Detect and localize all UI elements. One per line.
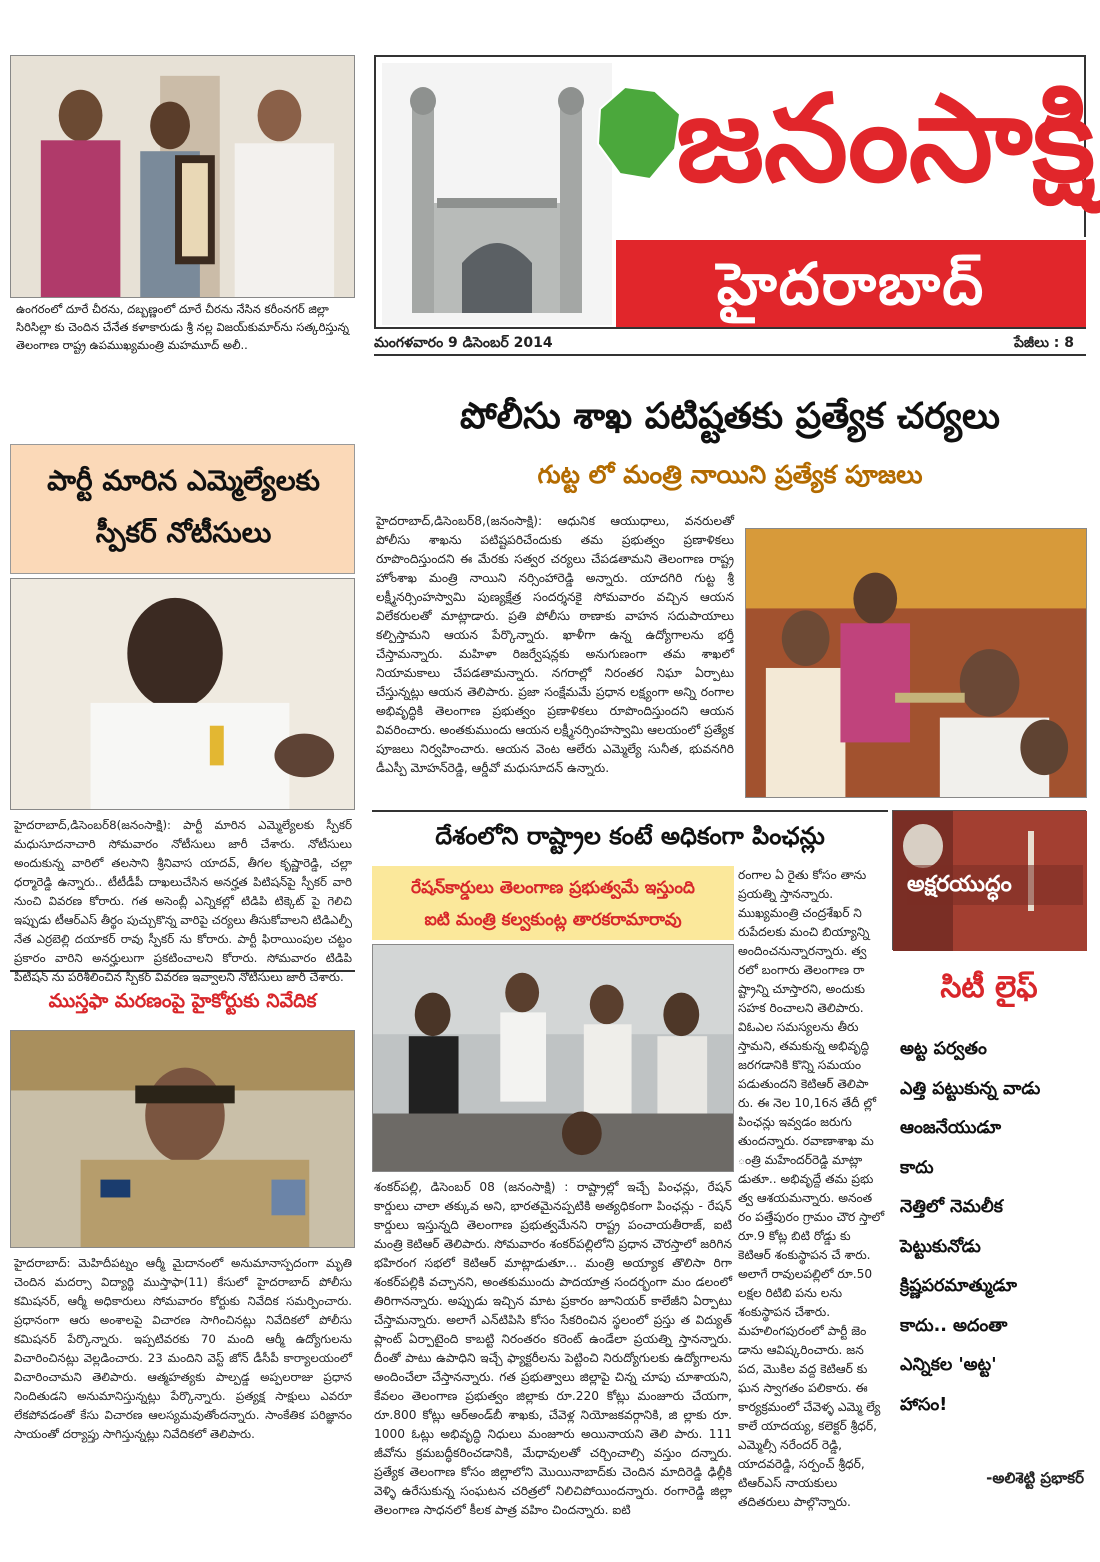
police-headline: పోలీసు శాఖ పటిష్టతకు ప్రత్యేక చర్యలు xyxy=(459,396,1001,437)
police-body: హైదరాబాద్,డిసెంబర్8,(జనంసాక్షి): ఆధునిక ఆయుధాలు, వనరులతో పోలీసు శాఖను పటిష్టపరిచేందుకు తమ ప్రభుత్వం ప్రణాళికలు రూపొందిస్తుందని ఈ మేరకు సత్వర చర్యలు చేపడతామని తెలంగాణ రాష్ట్ర హోంశాఖ మంత్రి నాయిని నర్సింహారెడ్డి అన్నారు. యాదగిరి గుట్ట శ్రీ లక్ష్మీనర్సింహస్వామి పుణ్యక్షేత్ర సందర్శనకై సోమవారం వచ్చిన ఆయన విలేకరులతో మాట్లాడారు. ప్రతి పోలీసు ఠాణాకు వాహన సదుపాయాలు కల్పిస్తామని ఆయన పేర్కొన్నారు. ఖాళీగా ఉన్న ఉద్యోగాలను భర్తీ చేస్తామన్నారు. మహిళా రిజర్వేషన్లకు అనుగుణంగా తమ శాఖలో నియామకాలు చేపడతామన్నారు. నగరాల్లో నిరంతర నిఘా ఏర్పాటు చేస్తున్నట్లు ఆయన తెలిపారు. ప్రజా సంక్షేమమే ప్రధాన లక్ష్యంగా అన్ని రంగాల అభివృద్ధికి తెలంగాణ ప్రభుత్వం ప్రణాళికలు రూపొందిస్తుందని ఆయన వివరించారు. అంతకుముందు ఆయన లక్ష్మీనర్సింహస్వామి ఆలయంలో ప్రత్యేక పూజలు నిర్వహించారు. ఆయన వెంట ఆలేరు ఎమ్మెల్యే సునీత, భువనగిరి డీఎస్పీ మోహన్‌రెడ్డి, ఆర్డీవో మధుసూదన్ ఉన్నారు. xyxy=(376,514,734,775)
speaker-headline: పార్టీ మారిన ఎమ్మెల్యేలకు స్పీకర్ నోటీసులు xyxy=(47,464,320,549)
pension-kicker-2: ఐటి మంత్రి కల్వకుంట్ల తారకరామారావు xyxy=(424,910,682,930)
pension-headline: దేశంలోని రాష్ట్రాల కంటే అధికంగా పింఛన్లు xyxy=(372,810,888,858)
column-author: -అలిశెట్టి ప్రభాకర్ xyxy=(986,1469,1084,1487)
page-count: పేజీలు : 8 xyxy=(1013,335,1074,351)
poem-line: పెట్టుకునోడు xyxy=(900,1236,981,1257)
column-title: సిటీ లైఫ్ xyxy=(940,970,1038,1005)
felicitation-photo xyxy=(10,55,355,298)
pension-body-side: రంగాల ఏ రైతు కోసం తాను ప్రయత్ని స్తానన్నారు. ముఖ్యమంత్రి చంద్రశేఖర్ ని రుపేదలకు మంచి బియ్యాన్ని అందించనున్నారన్నారు. త్వ రలో బంగారు తెలంగాణ రా ష్ట్రాన్ని చూస్తారని, అందుకు సహక రించాలని తెలిపారు. విఓఎల సమస్యలను తీరు స్తామని, తమకున్న అభివృద్ధి జరగడానికి కొన్ని సమయం పడుతుందని కెటిఆర్ తెలిపా రు. ఈ నెల 10,16న తేదీ ల్లో పింఛన్లు ఇవ్వడం జరుగు తుందన్నారు. రవాణాశాఖ మ ంత్రి మహేందర్‌రెడ్డి మాట్లా డుతూ.. అభివృద్దే తమ ప్రభు త్వ ఆశయమన్నారు. అనంత రం పత్తేపురం గ్రామం చౌర స్తాలో రూ.9 కోట్ల బిటి రోడ్డు కు కెటిఆర్ శంకుస్థాపన చే శారు. అలాగే రావులపల్లిలో రూ.50 లక్షల రిటిబి పను లను శంకుస్థాపన చేశారు. మహలింగపురంలో పార్టీ జెం డాను ఆవిష్కరించారు. జన పద, మొకిల వద్ద కెటిఆర్ కు ఘన స్వాగతం పలికారు. ఈ కార్యక్రమంలో చేవెళ్ళ ఎమ్మె ల్యే కాలే యాదయ్య, కలెక్టర్ శ్రీధర్, ఎమ్మెల్సీ నరేందర్ రెడ్డి, యాదవరెడ్డి, సర్పంచ్ శ్రీధర్, టిఆర్ఎస్ నాయకులు తదితరులు పాల్గొన్నారు. xyxy=(738,868,885,1509)
speaker-photo xyxy=(10,578,355,810)
date-bar xyxy=(374,330,1086,356)
speaker-body: హైదరాబాద్,డిసెంబర్8(జనంసాక్షి): పార్టీ మారిన ఎమ్మెల్యేలకు స్పీకర్ మధుసూదనాచారి సోమవారం నోటీసులు జారీ చేశారు. నోటీసులు అందుకున్న వారిలో తలసాని శ్రీనివాస యాదవ్, తీగల కృష్ణారెడ్డి, చల్లా ధర్మారెడ్డి ఉన్నారు.. టీటీడీపీ దాఖలుచేసిన అనర్హత పిటిషన్‌పై స్పీకర్ వారి నుంచి వివరణ కోరారు. గత అసెంబ్లీ ఎన్నికల్లో టిడిపి టిక్కెట్ పై గెలిచి ఇప్పుడు టీఆర్ఎస్ తీర్థం పుచ్చుకొన్న వారిపై చర్యలు తీసుకోవాలని టిడిఎల్పీ నేత ఎర్రబెల్లి దయాకర్ రావు స్పీకర్ ను కోరారు. పార్టీ ఫిరాయింపుల చట్టం ప్రకారం వారిని అనర్హులుగా ప్రకటించాలని కోరారు. సోమవారం టిడిపి పిటిషన్ ను పరిశీలించిన స్పీకర్ వివరణ ఇవ్వాలని నోటీసులు జారీ చేశారు. xyxy=(14,818,352,984)
column-poem xyxy=(900,1030,1084,1460)
column-box xyxy=(892,810,1086,950)
photo-caption: ఉంగరంలో దూరే చీరను, దబ్బణ్ణంలో దూరే చీరను నేసిన కరీంనగర్ జిల్లా సిరిసిల్లా కు చెందిన చేనేత కళాకారుడు శ్రీ నల్ల విజయ్‌కుమార్‌ను సత్కరిస్తున్న తెలంగాణ రాష్ట్ర ఉపముఖ్యమంత్రి మహమూద్ అలీ.. xyxy=(16,302,349,352)
poem-line: ఎన్నికల 'అట్ట' xyxy=(900,1355,997,1375)
masthead xyxy=(374,55,1096,329)
masthead-name: జనంసాక్షి xyxy=(676,70,1096,209)
poem-line: హాసం! xyxy=(900,1394,948,1415)
poem-line: ఆంజనేయుడూ xyxy=(900,1118,1002,1138)
pension-kicker-box xyxy=(372,866,734,940)
speaker-headline-box xyxy=(10,444,355,574)
pension-kicker-1: రేషన్‌కార్డులు తెలంగాణ ప్రభుత్వమే ఇస్తుంది xyxy=(411,878,695,898)
poem-line: ఎత్తి పట్టుకున్న వాడు xyxy=(900,1078,1041,1099)
charminar-icon xyxy=(382,63,612,325)
column-logo-text: అక్షరయుద్ధం xyxy=(907,865,1083,905)
musthafa-headline: ముస్తఫా మరణంపై హైకోర్టుకు నివేదిక xyxy=(10,970,355,1028)
poem-line: కాదు.. అదంతా xyxy=(900,1315,1008,1336)
poem-line: అట్ట పర్వతం xyxy=(900,1039,987,1059)
poem-line: కాదు xyxy=(900,1157,934,1178)
ktr-rally-photo xyxy=(372,944,734,1172)
poem-line: క్రిష్ణపరమాత్ముడూ xyxy=(900,1276,1017,1296)
poem-line: నెత్తిలో నెమలీక xyxy=(900,1197,1003,1217)
masthead-city: హైదరాబాద్ xyxy=(716,250,986,318)
temple-puja-photo xyxy=(745,528,1087,798)
telangana-map-icon xyxy=(590,79,690,189)
commissioner-photo xyxy=(10,1030,355,1248)
police-subheadline: గుట్ట లో మంత్రి నాయిని ప్రత్యేక పూజలు xyxy=(537,460,923,489)
pension-body-main: శంకర్‌పల్లి, డిసెంబర్ 08 (జనంసాక్షి) : రాష్ట్రాల్లో ఇచ్చే పింఛన్లు, రేషన్ కార్డులు చాలా తక్కువ అని, భారతమైనప్పటికి అత్యధికంగా పింఛన్లు - రేషన్ కార్డులు ఇస్తున్నది తెలంగాణ ప్రభుత్వమేనని రాష్ట్ర పంచాయతీరాజ్, ఐటి మంత్రి కెటిఆర్ తెలిపారు. సోమవారం శంకర్‌పల్లిలోని ప్రధాన చౌరస్తాలో జరిగిన భహిరంగ సభలో కెటిఆర్ మాట్లాడుతూ... మంత్రి అయ్యాక తొలిసా రిగా శంకర్‌పల్లికి వచ్చానని, అంతకుముందు పాదయాత్ర సందర్భంగా మం డలంలో తిరిగానన్నారు. అప్పుడు ఇచ్చిన మాట ప్రకారం జూనియర్ కాలేజీని ఏర్పాటు చేస్తామన్నారు. అలాగే ఎన్‌టిపిసి కోసం సేకరించిన స్థలంలో ప్రస్తు త విద్యుత్ ప్లాంట్ ఏర్పాటైంది కాబట్టి నిరంతరం కరెంట్ ఉండేలా ప్రయత్ని స్తానన్నారు. దీంతో పాటు ఉపాధిని ఇచ్చే ఫ్యాక్టరీలను పెట్టించి నిరుద్యోగులకు ఉద్యోగాలను అందించేలా చేస్తానన్నారు. గత ప్రభుత్వాలు జిల్లాపై చిన్న చూపు చూశాయని, కేవలం తెలంగాణ ప్రభుత్వం జిల్లాకు రూ.220 కోట్లు మంజూరు చేయగా, రూ.800 కోట్లు ఆర్‌అండ్‌బీ శాఖకు, చేవెళ్ల నియోజకవర్గానికి, జి ల్లాకు రూ. 1000 ఓట్లు అభివృద్ధి నిధులు మంజూరు అయినాయని తెలి పారు. 111 జీవోను క్రమబద్ధీకరించడానికి, మేధావులతో చర్చించాల్సి వస్తుం దన్నారు. ప్రత్యేక తెలంగాణ కోసం జిల్లాలోని మొయినాబాద్‌కు చెందిన మాదిరెడ్డి ఢిల్లీకి వెళ్ళి ఉరేసుకున్న సంఘటన చరిత్రలో నిలిచిపోయిందన్నారు. రంగారెడ్డి జిల్లా తెలంగాణ సాధనలో కీలక పాత్ర వహిం చిందన్నారు. ఐటి xyxy=(374,1180,732,1517)
issue-date: మంగళవారం 9 డిసెంబర్ 2014 xyxy=(374,335,553,351)
musthafa-body: హైదరాబాద్: మెహిదీపట్నం ఆర్మీ మైదానంలో అనుమానాస్పదంగా మృతి చెందిన మదర్సా విద్యార్థి ముస్తాఫా(11) కేసులో హైదరాబాద్ పోలీసు కమిషనర్, ఆర్మీ అధికారులు సోమవారం కోర్టుకు నివేదిక సమర్పించారు. ప్రధానంగా ఆరు అంశాలపై విచారణ సాగించినట్లు నివేదికలో పోలీసు కమిషనర్ పేర్కొన్నారు. ఇప్పటివరకు 70 మంది ఆర్మీ ఉద్యోగులను విచారించినట్లు వెల్లడించారు. 23 మందిని వెస్ట్ జోన్ డీసీపీ కార్యాలయంలో విచారించామని తెలిపారు. ఆత్మహత్యకు పాల్పడ్డ అప్పలరాజు ప్రధాన నిందితుడని అనుమానిస్తున్నట్లు పేర్కొన్నారు. ప్రత్యక్ష సాక్షులు ఎవరూ లేకపోవడంతో కేసు విచారణ ఆలస్యమవుతోందన్నారు. సాంకేతిక పరిజ్ఞానం సాయంతో దర్యాప్తు సాగిస్తున్నట్లు నివేదికలో తెలిపారు. xyxy=(14,1256,352,1441)
